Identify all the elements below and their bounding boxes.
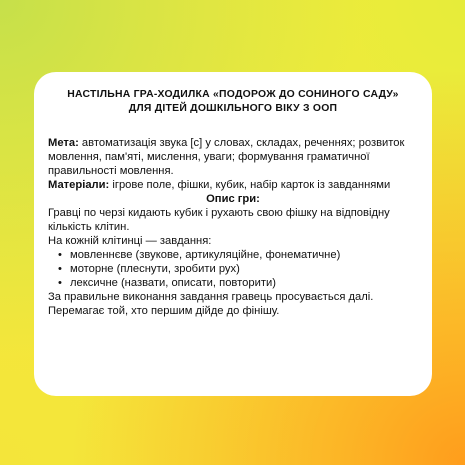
list-item	[58, 248, 418, 262]
materials-paragraph	[48, 178, 418, 192]
page-title	[54, 88, 412, 116]
info-card	[34, 72, 432, 396]
task-text: моторне (плеснути, зробити рух)	[70, 263, 240, 275]
rules-text: Гравці по черзі кидають кубик і рухають свою фішку на відповідну кількість клітин.	[48, 207, 390, 233]
tasks-list	[48, 248, 418, 290]
title-line-1: НАСТІЛЬНА ГРА-ХОДИЛКА «ПОДОРОЖ ДО СОНИНОГО САДУ»	[67, 89, 399, 100]
list-item	[58, 262, 418, 276]
task-text: лексичне (назвати, описати, повторити)	[70, 277, 276, 289]
tasks-intro: На кожній клітинці — завдання:	[48, 235, 212, 247]
materials-label: Матеріали:	[48, 179, 110, 191]
goal-label: Мета:	[48, 137, 79, 149]
card-content	[48, 136, 418, 318]
bullet-dot-icon: •	[58, 277, 62, 289]
bullet-dot-icon: •	[58, 263, 62, 275]
task-text: мовленнєве (звукове, артикуляційне, фонематичне)	[70, 249, 341, 261]
bullet-dot-icon: •	[58, 249, 62, 261]
materials-text: ігрове поле, фішки, кубик, набір карток із завданнями	[109, 179, 391, 191]
goal-paragraph	[48, 136, 418, 178]
outro-paragraph: За правильне виконання завдання гравець просувається далі. Перемагає той, хто першим дійде до фінішу.	[48, 291, 374, 317]
list-item	[58, 276, 418, 290]
rules-heading: Опис гри:	[206, 193, 260, 205]
title-line-2: ДЛЯ ДІТЕЙ ДОШКІЛЬНОГО ВІКУ З ООП	[128, 103, 338, 114]
goal-text: автоматизація звука [с] у словах, складах, реченнях; розвиток мовлення, пам'яті, мислення, уваги; формування граматичної правильності мовлення.	[48, 137, 405, 177]
